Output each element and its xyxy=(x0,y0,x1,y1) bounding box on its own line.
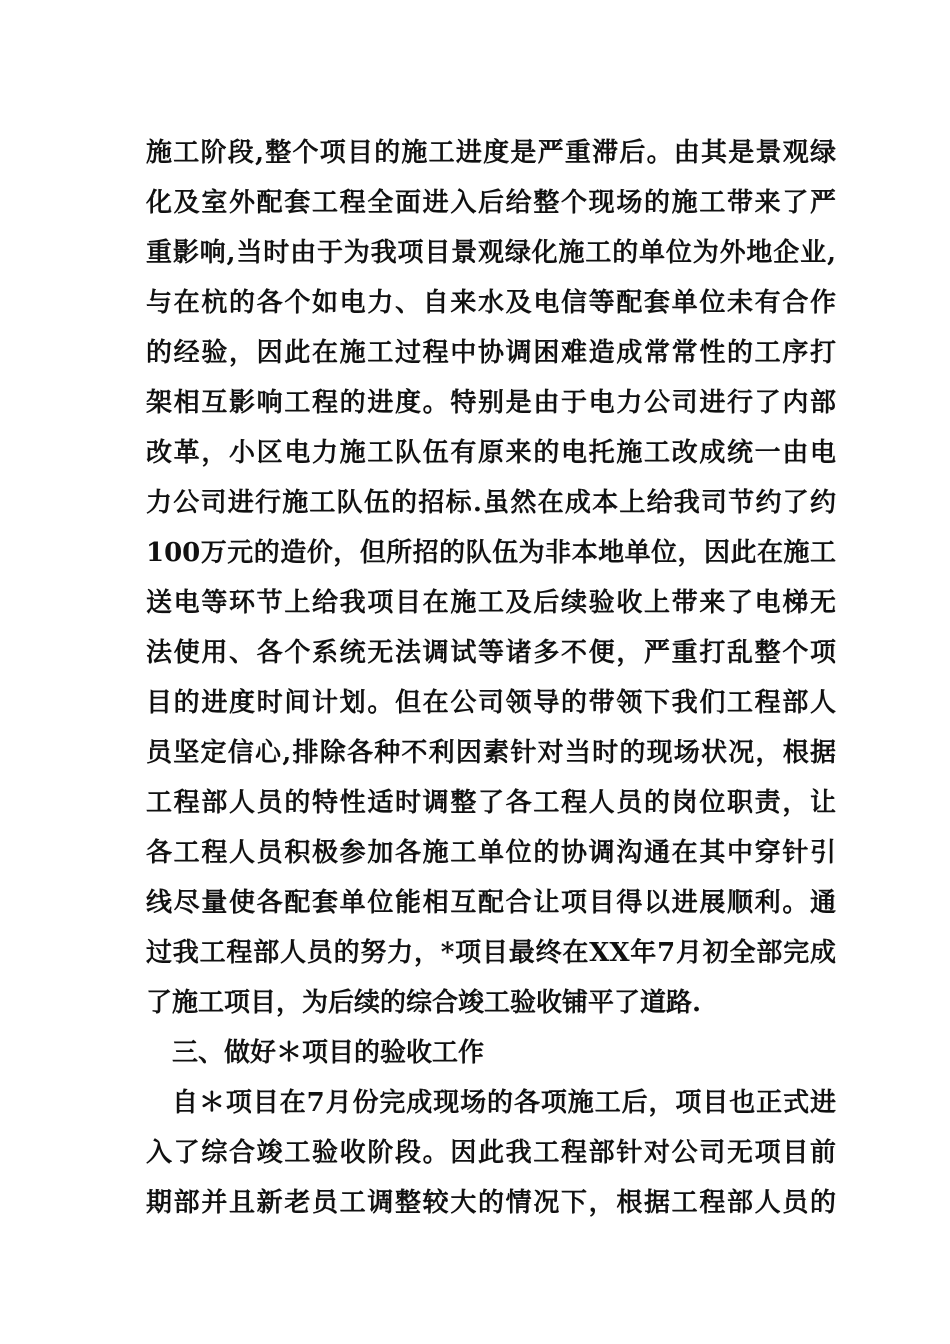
section-heading: 三、做好＊项目的验收工作 xyxy=(172,1038,485,1068)
text-line: 改革，小区电力施工队伍有原来的电托施工改成统一由电 xyxy=(146,438,836,468)
text-line: 施工阶段,整个项目的施工进度是严重滞后。由其是景观绿 xyxy=(146,138,836,168)
text-line: 入了综合竣工验收阶段。因此我工程部针对公司无项目前 xyxy=(146,1138,836,1168)
text-line: 化及室外配套工程全面进入后给整个现场的施工带来了严 xyxy=(146,188,836,218)
text-line: 各工程人员积极参加各施工单位的协调沟通在其中穿针引 xyxy=(146,838,836,868)
text-line: 与在杭的各个如电力、自来水及电信等配套单位未有合作 xyxy=(146,288,836,318)
text-line: 期部并且新老员工调整较大的情况下，根据工程部人员的 xyxy=(146,1188,836,1218)
text-line: 工程部人员的特性适时调整了各工程人员的岗位职责，让 xyxy=(146,788,836,818)
text-line: 重影响,当时由于为我项目景观绿化施工的单位为外地企业, xyxy=(146,238,836,268)
text-line: 线尽量使各配套单位能相互配合让项目得以进展顺利。通 xyxy=(146,888,836,918)
text-line: 的经验，因此在施工过程中协调困难造成常常性的工序打 xyxy=(146,338,836,368)
text-line: 法使用、各个系统无法调试等诸多不便，严重打乱整个项 xyxy=(146,638,836,668)
body-text xyxy=(146,128,836,1228)
text-line: 了施工项目，为后续的综合竣工验收铺平了道路. xyxy=(146,988,702,1018)
text-line: 力公司进行施工队伍的招标.虽然在成本上给我司节约了约 xyxy=(146,488,836,518)
text-line: 100万元的造价，但所招的队伍为非本地单位，因此在施工 xyxy=(146,538,836,568)
text-line: 过我工程部人员的努力，*项目最终在XX年7月初全部完成 xyxy=(146,938,836,968)
text-line: 员坚定信心,排除各种不利因素针对当时的现场状况，根据 xyxy=(146,738,836,768)
text-line: 自＊项目在7月份完成现场的各项施工后，项目也正式进 xyxy=(172,1088,836,1118)
text-line: 架相互影响工程的进度。特别是由于电力公司进行了内部 xyxy=(146,388,836,418)
text-line: 送电等环节上给我项目在施工及后续验收上带来了电梯无 xyxy=(146,588,836,618)
text-line: 目的进度时间计划。但在公司领导的带领下我们工程部人 xyxy=(146,688,836,718)
